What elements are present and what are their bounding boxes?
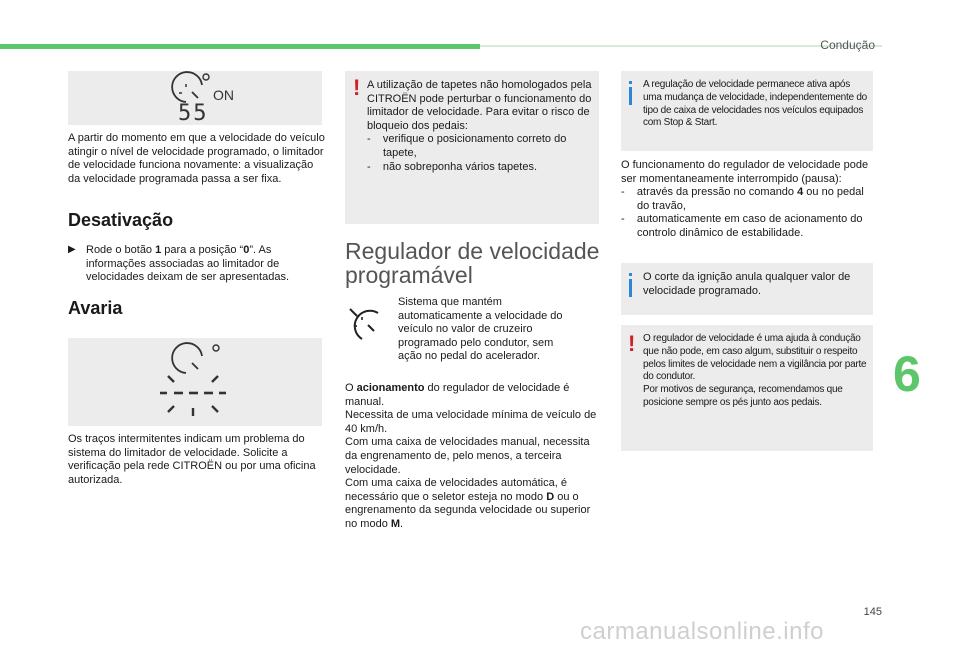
intro-paragraph: A partir do momento em que a velocidade do veículo atingir o nível de velocidade programado, o limitador de velocidade funciona novamente: a visualização da velocidade programada passa a ser fixa. xyxy=(68,132,325,185)
body-bold: acionamento xyxy=(356,382,425,394)
pause-section xyxy=(621,159,875,241)
warning-text: Por motivos de segurança, recomendamos que posicione sempre os pés junto aos pedais. xyxy=(643,384,843,408)
pause-item: - automaticamente em caso de acionamento do controlo dinâmico de estabilidade. xyxy=(621,213,863,239)
deact-text: para a posição “ xyxy=(161,244,244,256)
body-text: Com uma caixa de velocidades manual, necessita da engrenamento de, pelo menos, a terceira velocidade. xyxy=(345,436,590,476)
section-title: Regulador de velocidade programável xyxy=(345,238,600,288)
body-text: . xyxy=(400,517,404,530)
info-icon xyxy=(629,81,633,105)
body-bold: M xyxy=(390,517,401,530)
body-text: do regulador de velocidade é manual. xyxy=(345,382,570,408)
deactivation-heading: Desativação xyxy=(68,210,174,230)
deact-text: Rode o botão xyxy=(86,244,156,256)
warning-box-mats xyxy=(345,71,599,224)
speed-on-display-panel xyxy=(68,71,322,125)
cruise-control-icon xyxy=(348,307,388,343)
warning-item: - verifique o posicionamento correto do tapete, xyxy=(367,133,567,159)
info-text: O corte da ignição anula qualquer valor de velocidade programado. xyxy=(643,271,851,297)
deact-zero: 0 xyxy=(243,244,250,256)
section-label: Condução xyxy=(820,38,875,52)
cruise-definition: Sistema que mantém automaticamente a velocidade do veículo no valor de cruzeiro programado pelo condutor, sem ação no pedal do acelerador. xyxy=(398,296,563,363)
deact-number: 1 xyxy=(155,244,162,256)
warning-icon: ! xyxy=(353,75,361,100)
body-bold: D xyxy=(546,490,555,503)
info-box-stop-start xyxy=(621,71,873,151)
fault-heading: Avaria xyxy=(68,298,123,318)
warning-item: - não sobreponha vários tapetes. xyxy=(367,160,537,173)
body-text: O xyxy=(345,382,357,394)
cruise-body xyxy=(345,382,601,532)
warning-icon: ! xyxy=(628,331,636,356)
deactivation-step xyxy=(68,244,326,285)
info-text: A regulação de velocidade permanece ativa após uma mudança de velocidade, independentemente do tipo de caixa de velocidades nos veículos equipados com Stop & Start. xyxy=(643,79,867,129)
header-accent-bar xyxy=(0,44,480,49)
body-text: ou o engrenamento da segunda velocidade ou superior no modo xyxy=(345,490,591,530)
body-text: Necessita de uma velocidade mínima de veículo de 40 km/h. xyxy=(345,409,597,435)
page-number: 145 xyxy=(863,606,882,618)
deact-text: ”. As informações associadas ao limitador de velocidades deixam de ser apresentadas. xyxy=(86,244,290,284)
warning-box-driver xyxy=(621,325,873,451)
display-on-label: ON xyxy=(213,87,234,103)
fault-display-panel xyxy=(68,338,322,426)
watermark: carmanualsonline.info xyxy=(580,618,824,645)
warning-text: O regulador de velocidade é uma ajuda à condução que não pode, em caso algum, substituir o respeito pelos limites de velocidade nem a vigilância por parte do condutor. xyxy=(643,333,867,383)
info-icon xyxy=(629,273,633,297)
flashing-dashes-icon xyxy=(68,338,322,426)
warning-intro: A utilização de tapetes não homologados pela CITROËN pode perturbar o funcionamento do limitador de velocidade. Para evitar o risco de bloqueio dos pedais: xyxy=(367,79,592,132)
body-text: Com uma caixa de velocidades automática, é necessário que o seletor esteja no modo xyxy=(345,477,567,503)
pause-item: - através da pressão no comando 4 ou no pedal do travão, xyxy=(621,186,864,212)
fault-paragraph: Os traços intermitentes indicam um problema do sistema do limitador de velocidade. Solicite a verificação pela rede CITROËN ou por uma oficina autorizada. xyxy=(68,433,316,486)
arrow-bullet-icon: ▶ xyxy=(68,244,76,255)
display-speed-value: 55 xyxy=(178,101,209,126)
info-box-ignition xyxy=(621,263,873,315)
pause-intro: O funcionamento do regulador de velocidade pode ser momentaneamente interrompido (pausa): xyxy=(621,159,869,185)
chapter-number: 6 xyxy=(893,346,921,402)
